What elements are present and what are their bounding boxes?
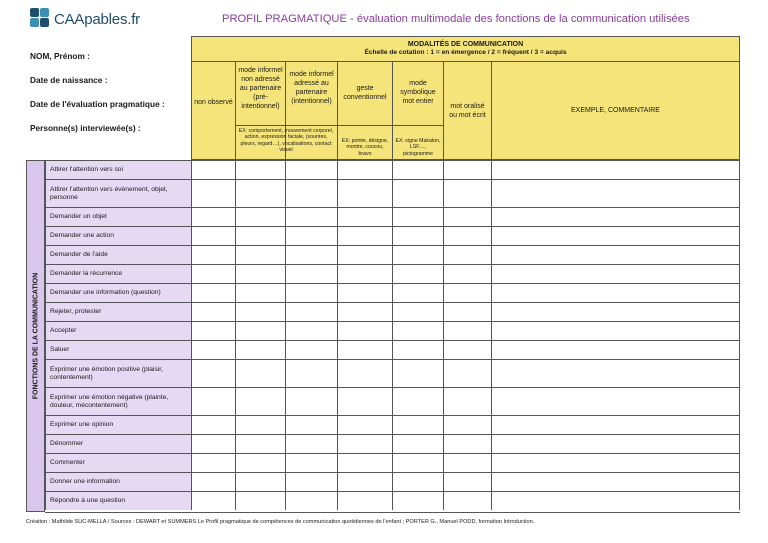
function-label: Accepter: [45, 321, 191, 340]
rating-cell[interactable]: [191, 207, 235, 226]
function-label: Demander une action: [45, 226, 191, 245]
table-row: [45, 245, 740, 264]
rating-cell[interactable]: [235, 160, 285, 179]
rating-cell[interactable]: [491, 491, 740, 510]
name-field-label: NOM, Prénom :: [30, 51, 90, 61]
rating-cell[interactable]: [337, 283, 392, 302]
rating-cell[interactable]: [392, 387, 443, 415]
rating-cell[interactable]: [191, 302, 235, 321]
table-row: [45, 283, 740, 302]
table-row: [45, 453, 740, 472]
function-label: Donner une information: [45, 472, 191, 491]
rating-cell[interactable]: [191, 226, 235, 245]
rating-cell[interactable]: [191, 434, 235, 453]
rating-cell[interactable]: [285, 472, 337, 491]
rating-cell[interactable]: [491, 340, 740, 359]
rating-cell[interactable]: [392, 245, 443, 264]
rating-cell[interactable]: [191, 264, 235, 283]
rating-cell[interactable]: [191, 179, 235, 207]
rating-cell[interactable]: [285, 321, 337, 340]
rating-cell[interactable]: [235, 415, 285, 434]
rating-cell[interactable]: [491, 302, 740, 321]
rating-cell[interactable]: [443, 434, 491, 453]
rating-cell[interactable]: [285, 283, 337, 302]
rating-cell[interactable]: [491, 415, 740, 434]
rating-scale: Échelle de cotation : 1 = en émergence / 2 = fréquent / 3 = acquis: [364, 49, 567, 56]
function-label: Exprimer une émotion négative (plainte, douleur, mécontentement): [45, 387, 191, 415]
rating-cell[interactable]: [392, 453, 443, 472]
modalities-header: [191, 36, 740, 62]
rating-cell[interactable]: [337, 340, 392, 359]
modalities-title: MODALITÉS DE COMMUNICATION: [407, 41, 524, 48]
rating-cell[interactable]: [443, 472, 491, 491]
rating-cell[interactable]: [285, 226, 337, 245]
column-header-informal-pre-intentional: mode informel non adressé au partenaire (pré-intentionnel): [235, 62, 285, 160]
rating-cell[interactable]: [235, 387, 285, 415]
rating-cell[interactable]: [191, 387, 235, 415]
rating-cell[interactable]: [337, 245, 392, 264]
table-row: [45, 160, 740, 179]
rating-cell[interactable]: [235, 264, 285, 283]
footer-credits: Création : Mathilde SUC-MELLA / Sources : DEWART et SUMMERS Le Profil pragmatique de compétences de communication quotidiennes de l'enfant ; PORTER G., Manuel PODD, formation Introduction.: [26, 519, 535, 525]
page-title: PROFIL PRAGMATIQUE - évaluation multimodale des fonctions de la communication utilisées: [222, 13, 690, 25]
column-header-spoken-written-word: mot oralisé ou mot écrit: [443, 62, 491, 160]
function-label: Attirer l'attention vers évènement, objet, personne: [45, 179, 191, 207]
table-row: [45, 264, 740, 283]
rating-cell[interactable]: [491, 434, 740, 453]
rating-cell[interactable]: [235, 179, 285, 207]
interviewee-field-label: Personne(s) interviewée(s) :: [30, 123, 141, 133]
function-label: Saluer: [45, 340, 191, 359]
table-row: [45, 472, 740, 491]
rating-cell[interactable]: [443, 226, 491, 245]
function-label: Attirer l'attention vers soi: [45, 160, 191, 179]
rating-cell[interactable]: [337, 387, 392, 415]
function-label: Dénommer: [45, 434, 191, 453]
rating-cell[interactable]: [235, 340, 285, 359]
rating-cell[interactable]: [443, 415, 491, 434]
rating-cell[interactable]: [285, 179, 337, 207]
rating-cell[interactable]: [337, 453, 392, 472]
rating-cell[interactable]: [491, 359, 740, 387]
rating-cell[interactable]: [191, 453, 235, 472]
rating-cell[interactable]: [392, 207, 443, 226]
rating-cell[interactable]: [392, 472, 443, 491]
rating-cell[interactable]: [235, 245, 285, 264]
side-band: [26, 160, 45, 512]
rating-cell[interactable]: [235, 302, 285, 321]
rating-cell[interactable]: [392, 434, 443, 453]
column-header-symbolic: mode symbolique mot entier EX: signe Makaton, LSF…, pictogramme: [392, 62, 443, 160]
rating-cell[interactable]: [443, 359, 491, 387]
table-row: [45, 207, 740, 226]
rating-cell[interactable]: [491, 453, 740, 472]
rating-cell[interactable]: [285, 207, 337, 226]
rating-cell[interactable]: [392, 302, 443, 321]
rating-cell[interactable]: [235, 359, 285, 387]
rating-cell[interactable]: [392, 179, 443, 207]
rating-cell[interactable]: [285, 387, 337, 415]
grid-logo-icon: [30, 8, 50, 30]
rating-cell[interactable]: [285, 415, 337, 434]
rating-cell[interactable]: [235, 491, 285, 510]
rating-cell[interactable]: [285, 491, 337, 510]
rating-cell[interactable]: [443, 302, 491, 321]
rating-cell[interactable]: [191, 415, 235, 434]
rating-cell[interactable]: [443, 453, 491, 472]
function-label: Répondre à une question: [45, 491, 191, 510]
table-row: [45, 434, 740, 453]
rating-cell[interactable]: [235, 207, 285, 226]
rating-cell[interactable]: [337, 207, 392, 226]
rating-cell[interactable]: [443, 207, 491, 226]
column-header-informal-intentional: mode informel adressé au partenaire (intentionnel): [285, 62, 337, 160]
rating-cell[interactable]: [443, 491, 491, 510]
rating-cell[interactable]: [191, 160, 235, 179]
rating-cell[interactable]: [191, 245, 235, 264]
rating-cell[interactable]: [491, 226, 740, 245]
table-row: [45, 321, 740, 340]
symbolic-example: EX: signe Makaton, LSF…, pictogramme: [395, 137, 441, 157]
table-row: [45, 302, 740, 321]
informal-example: EX: comportement, mouvement corporel, action, expression faciale, (sourires, pleurs, regard…), vocalisations, contact visuel: [238, 128, 334, 154]
rating-cell[interactable]: [337, 434, 392, 453]
logo-text: CAApables.fr: [54, 10, 140, 28]
side-label: FONCTIONS DE LA COMMUNICATION: [32, 272, 39, 400]
rating-cell[interactable]: [285, 359, 337, 387]
function-label: Demander une information (question): [45, 283, 191, 302]
table-row: [45, 387, 740, 415]
rating-cell[interactable]: [285, 434, 337, 453]
rating-cell[interactable]: [285, 245, 337, 264]
table-row: [45, 179, 740, 207]
rating-cell[interactable]: [392, 340, 443, 359]
rating-cell[interactable]: [337, 321, 392, 340]
column-header-conventional-gesture: geste conventionnel EX: pointe, désigne, montre, coucou, bravo: [337, 62, 392, 160]
rating-cell[interactable]: [285, 453, 337, 472]
rating-cell[interactable]: [285, 302, 337, 321]
rating-cell[interactable]: [337, 415, 392, 434]
rating-cell[interactable]: [392, 226, 443, 245]
rating-cell[interactable]: [235, 226, 285, 245]
rating-cell[interactable]: [337, 359, 392, 387]
rating-cell[interactable]: [491, 160, 740, 179]
rating-cell[interactable]: [337, 179, 392, 207]
column-header-example-comment: EXEMPLE, COMMENTAIRE: [491, 62, 740, 160]
rating-cell[interactable]: [443, 283, 491, 302]
rating-cell[interactable]: [491, 283, 740, 302]
function-label: Demander la récurrence: [45, 264, 191, 283]
rating-cell[interactable]: [285, 264, 337, 283]
logo: [30, 8, 140, 30]
rating-cell[interactable]: [191, 359, 235, 387]
rating-cell[interactable]: [392, 491, 443, 510]
rating-cell[interactable]: [285, 340, 337, 359]
rating-cell[interactable]: [337, 226, 392, 245]
table-row: [45, 340, 740, 359]
gesture-example: EX: pointe, désigne, montre, coucou, bravo: [341, 137, 389, 157]
rating-cell[interactable]: [337, 302, 392, 321]
rating-cell[interactable]: [392, 160, 443, 179]
function-label: Rejeter, protester: [45, 302, 191, 321]
rating-cell[interactable]: [191, 340, 235, 359]
rating-cell[interactable]: [392, 264, 443, 283]
rating-cell[interactable]: [337, 160, 392, 179]
rating-cell[interactable]: [443, 340, 491, 359]
function-label: Commenter: [45, 453, 191, 472]
rating-cell[interactable]: [491, 387, 740, 415]
function-label: Exprimer une opinion: [45, 415, 191, 434]
table-row: [45, 491, 740, 510]
rating-cell[interactable]: [392, 321, 443, 340]
rating-cell[interactable]: [191, 491, 235, 510]
rating-cell[interactable]: [191, 283, 235, 302]
function-label: Demander un objet: [45, 207, 191, 226]
rating-cell[interactable]: [443, 387, 491, 415]
rating-cell[interactable]: [285, 160, 337, 179]
rating-cell[interactable]: [443, 179, 491, 207]
rating-cell[interactable]: [392, 415, 443, 434]
rating-cell[interactable]: [337, 264, 392, 283]
rating-cell[interactable]: [392, 359, 443, 387]
rating-cell[interactable]: [191, 321, 235, 340]
rating-cell[interactable]: [337, 472, 392, 491]
column-header-not-observed: non observé: [191, 62, 235, 160]
rating-cell[interactable]: [235, 453, 285, 472]
rating-cell[interactable]: [491, 321, 740, 340]
rating-cell[interactable]: [443, 245, 491, 264]
rating-cell[interactable]: [491, 245, 740, 264]
rating-cell[interactable]: [443, 321, 491, 340]
rating-cell[interactable]: [235, 434, 285, 453]
rating-cell[interactable]: [337, 491, 392, 510]
function-label: Demander de l'aide: [45, 245, 191, 264]
birthdate-field-label: Date de naissance :: [30, 75, 108, 85]
rating-cell[interactable]: [191, 472, 235, 491]
table-row: [45, 359, 740, 387]
function-label: Exprimer une émotion positive (plaisir, contentement): [45, 359, 191, 387]
rating-cell[interactable]: [491, 179, 740, 207]
rating-cell[interactable]: [235, 321, 285, 340]
rating-cell[interactable]: [392, 283, 443, 302]
rating-cell[interactable]: [491, 472, 740, 491]
rating-cell[interactable]: [491, 207, 740, 226]
table-row: [45, 226, 740, 245]
rating-cell[interactable]: [443, 264, 491, 283]
rating-cell[interactable]: [235, 472, 285, 491]
evaluation-date-field-label: Date de l'évaluation pragmatique :: [30, 99, 165, 109]
rating-cell[interactable]: [491, 264, 740, 283]
table-row: [45, 415, 740, 434]
rating-cell[interactable]: [443, 160, 491, 179]
rating-cell[interactable]: [235, 283, 285, 302]
